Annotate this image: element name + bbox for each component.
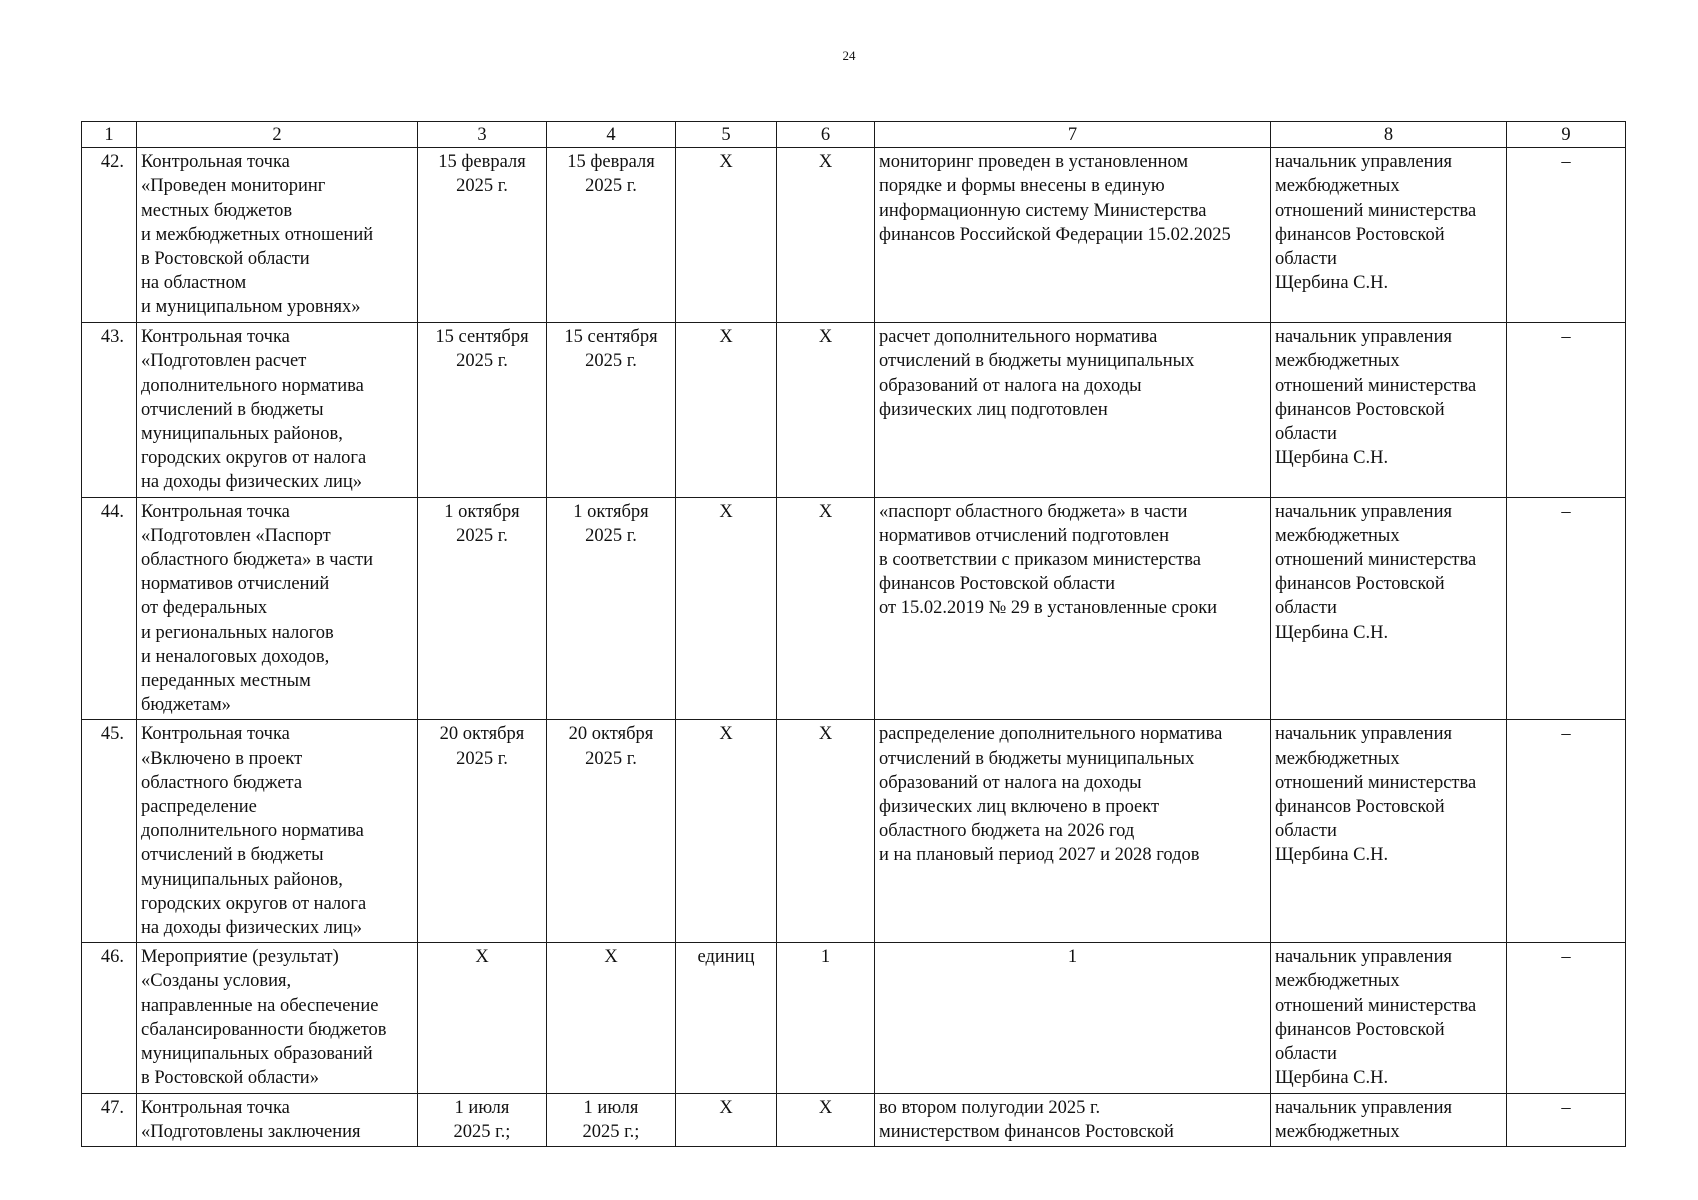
description-cell: мониторинг проведен в установленном порядке и формы внесены в единую информационную систему Министерства финансов Российской Федерации 15.02.2025 [875, 148, 1271, 323]
row-number-cell: 44. [82, 497, 137, 720]
value-cell: Х [777, 148, 875, 323]
start-date-cell: 20 октября 2025 г. [418, 720, 547, 943]
responsible-cell: начальник управления межбюджетных отношений министерства финансов Ростовской области Щербина С.Н. [1271, 148, 1507, 323]
row-number-cell: 46. [82, 943, 137, 1093]
table-header-row [82, 122, 1626, 148]
responsible-cell: начальник управления межбюджетных [1271, 1093, 1507, 1146]
header-cell: 2 [137, 122, 418, 148]
responsible-cell: начальник управления межбюджетных отношений министерства финансов Ростовской области Щербина С.Н. [1271, 323, 1507, 497]
table-row [82, 1093, 1626, 1146]
unit-cell: Х [676, 148, 777, 323]
header-cell: 1 [82, 122, 137, 148]
row-number-cell: 43. [82, 323, 137, 497]
description-cell: расчет дополнительного норматива отчислений в бюджеты муниципальных образований от налога на доходы физических лиц подготовлен [875, 323, 1271, 497]
responsible-cell: начальник управления межбюджетных отношений министерства финансов Ростовской области Щербина С.Н. [1271, 720, 1507, 943]
end-date-cell: 1 октября 2025 г. [547, 497, 676, 720]
name-cell: Контрольная точка «Включено в проект областного бюджета распределение дополнительного норматива отчислений в бюджеты муниципальных районов, городских округов от налога на доходы физических лиц» [137, 720, 418, 943]
name-cell: Контрольная точка «Подготовлен расчет дополнительного норматива отчислений в бюджеты муниципальных районов, городских округов от налога на доходы физических лиц» [137, 323, 418, 497]
unit-cell: Х [676, 1093, 777, 1146]
value-cell: Х [777, 497, 875, 720]
table-row [82, 720, 1626, 943]
responsible-cell: начальник управления межбюджетных отношений министерства финансов Ростовской области Щербина С.Н. [1271, 497, 1507, 720]
unit-cell: Х [676, 323, 777, 497]
description-cell: распределение дополнительного норматива отчислений в бюджеты муниципальных образований от налога на доходы физических лиц включено в проект областного бюджета на 2026 год и на плановый период 2027 и 2028 годов [875, 720, 1271, 943]
header-cell: 5 [676, 122, 777, 148]
value-cell: Х [777, 1093, 875, 1146]
table-row [82, 497, 1626, 720]
value-cell: 1 [777, 943, 875, 1093]
page-number: 24 [842, 48, 856, 63]
end-date-cell: 1 июля 2025 г.; [547, 1093, 676, 1146]
unit-cell: Х [676, 497, 777, 720]
name-cell: Контрольная точка «Подготовлены заключения [137, 1093, 418, 1146]
value-cell: Х [777, 323, 875, 497]
start-date-cell: 1 октября 2025 г. [418, 497, 547, 720]
start-date-cell: 15 февраля 2025 г. [418, 148, 547, 323]
row-number-cell: 42. [82, 148, 137, 323]
start-date-cell: 1 июля 2025 г.; [418, 1093, 547, 1146]
row-number-cell: 47. [82, 1093, 137, 1146]
header-cell: 8 [1271, 122, 1507, 148]
description-cell: «паспорт областного бюджета» в части нормативов отчислений подготовлен в соответствии с приказом министерства финансов Ростовской области от 15.02.2019 № 29 в установленные сроки [875, 497, 1271, 720]
unit-cell: единиц [676, 943, 777, 1093]
table-row [82, 148, 1626, 323]
notes-cell: – [1507, 1093, 1626, 1146]
end-date-cell: 20 октября 2025 г. [547, 720, 676, 943]
unit-cell: Х [676, 720, 777, 943]
name-cell: Мероприятие (результат) «Созданы условия, направленные на обеспечение сбалансированности бюджетов муниципальных образований в Ростовской области» [137, 943, 418, 1093]
start-date-cell: 15 сентября 2025 г. [418, 323, 547, 497]
start-date-cell: Х [418, 943, 547, 1093]
row-number-cell: 45. [82, 720, 137, 943]
notes-cell: – [1507, 148, 1626, 323]
header-cell: 3 [418, 122, 547, 148]
end-date-cell: 15 февраля 2025 г. [547, 148, 676, 323]
notes-cell: – [1507, 943, 1626, 1093]
name-cell: Контрольная точка «Подготовлен «Паспорт областного бюджета» в части нормативов отчислений от федеральных и региональных налогов и неналоговых доходов, переданных местным бюджетам» [137, 497, 418, 720]
header-cell: 9 [1507, 122, 1626, 148]
description-cell: во втором полугодии 2025 г. министерством финансов Ростовской [875, 1093, 1271, 1146]
table-row [82, 323, 1626, 497]
notes-cell: – [1507, 323, 1626, 497]
end-date-cell: 15 сентября 2025 г. [547, 323, 676, 497]
notes-cell: – [1507, 497, 1626, 720]
name-cell: Контрольная точка «Проведен мониторинг местных бюджетов и межбюджетных отношений в Ростовской области на областном и муниципальном уровнях» [137, 148, 418, 323]
end-date-cell: Х [547, 943, 676, 1093]
plan-table [81, 121, 1626, 1147]
description-cell: 1 [875, 943, 1271, 1093]
responsible-cell: начальник управления межбюджетных отношений министерства финансов Ростовской области Щербина С.Н. [1271, 943, 1507, 1093]
header-cell: 6 [777, 122, 875, 148]
notes-cell: – [1507, 720, 1626, 943]
header-cell: 7 [875, 122, 1271, 148]
header-cell: 4 [547, 122, 676, 148]
table-row [82, 943, 1626, 1093]
value-cell: Х [777, 720, 875, 943]
